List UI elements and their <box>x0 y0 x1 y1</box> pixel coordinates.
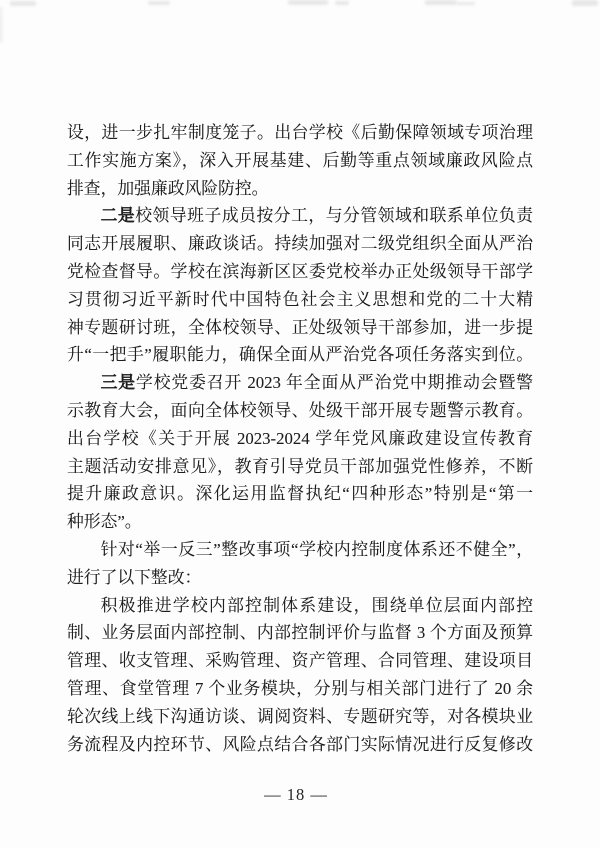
scan-artifact <box>335 1 349 5</box>
page-footer <box>0 785 592 805</box>
text-line: 排查，加强廉政风险防控。 <box>67 178 269 198</box>
scan-artifact <box>0 7 2 43</box>
text-line: 工作实施方案》，深入开展基建、后勤等重点领域廉政风险点 <box>67 150 533 170</box>
scan-artifact <box>148 1 170 5</box>
text-line: 管理、食堂管理 7 个业务模块，分别与相关部门进行了 20 余 <box>67 678 533 698</box>
text-line: 习贯彻习近平新时代中国特色社会主义思想和党的二十大精 <box>67 289 533 309</box>
scan-artifact <box>288 0 328 5</box>
paragraph-lead-bold: 二是 <box>100 206 136 226</box>
text-line: 提升廉政意识。深化运用监督执纪“四种形态”特别是“第一 <box>67 484 533 504</box>
text-line: 升“一把手”履职能力，确保全面从严治党各项任务落实到位。 <box>67 345 533 365</box>
text-line: 种形态”。 <box>67 512 142 532</box>
text-line: 制、业务层面内部控制、内部控制评价与监督 3 个方面及预算 <box>67 623 533 643</box>
text-block <box>67 119 533 758</box>
text-line: 轮次线上线下沟通访谈、调阅资料、专题研究等，对各模块业 <box>67 706 533 726</box>
text-line: 设，进一步扎牢制度笼子。出台学校《后勤保障领域专项治理 <box>67 123 533 142</box>
text-line: 神专题研讨班，全体校领导、正处级领导干部参加，进一步提 <box>67 317 533 337</box>
scan-artifact <box>457 2 475 5</box>
text-line: 进行了以下整改： <box>67 567 202 587</box>
text-line: 主题活动安排意见》，教育引导党员干部加强党性修养，不断 <box>67 456 533 476</box>
text-line: 务流程及内控环节、风险点结合各部门实际情况进行反复修改 <box>67 734 533 754</box>
text-line: 二是校领导班子成员按分工，与分管领域和联系单位负责 <box>100 206 533 226</box>
scan-artifact <box>572 0 598 6</box>
text-line: 同志开展履职、廉政谈话。持续加强对二级党组织全面从严治 <box>67 234 533 254</box>
text-line: 出台学校《关于开展 2023-2024 学年党风廉政建设宣传教育 <box>67 428 533 448</box>
paragraph-lead-bold: 三是 <box>100 373 137 393</box>
text-line: 积极推进学校内部控制体系建设，围绕单位层面内部控 <box>100 595 533 615</box>
text-line: 管理、收支管理、采购管理、资产管理、合同管理、建设项目 <box>67 651 533 671</box>
scan-artifact <box>425 0 457 5</box>
text-line: 针对“举一反三”整改事项“学校内控制度体系还不健全”， <box>100 539 533 559</box>
text-line: 示教育大会，面向全体校领导、处级干部开展专题警示教育。 <box>67 400 533 420</box>
text-line: 三是学校党委召开 2023 年全面从严治党中期推动会暨警 <box>100 373 533 393</box>
page-number: — 18 — <box>264 785 328 804</box>
text-line: 党检查督导。学校在滨海新区区委党校举办正处级领导干部学 <box>67 261 533 281</box>
scan-artifact <box>10 1 36 6</box>
